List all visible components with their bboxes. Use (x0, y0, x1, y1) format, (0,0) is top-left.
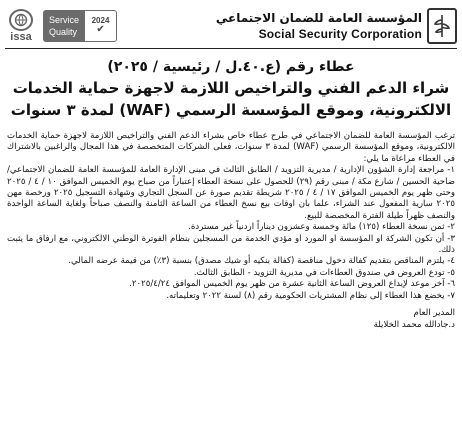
brand (216, 8, 457, 44)
titles (5, 57, 457, 121)
header (5, 3, 457, 49)
service-quality-badge (43, 10, 117, 42)
org-name-ar: المؤسسة العامة للضمان الاجتماعي (215, 10, 422, 25)
globe-icon (9, 9, 33, 31)
list-item: ٢- ثمن نسخة العطاء (١٢٥) مائة وخمسة وعشرون ديناراً اردنياً غير مستردة. (188, 222, 455, 233)
list-item: ١- مراجعة إدارة الشؤون الإدارية / مديرية التزويد / الطابق الثالث في مبنى الإدارة العامة للمؤسسة العامة للضمان الاجتماعي/ ضاحية الحسين / شارع مكة / مبنى رقم (٢٩) للحصول على نسخة العطاء إعتباراً من صباح يوم الخميس الموافق ١٠ / ٤ / ٢٠٢٥ وحتى ظهر يوم الخميس الموافق ١٧ / ٤ / ٢٠٢٥ شريطة تقديم صورة عن السجل التجاري وشهادة التسجيل ٢٠٢٥ ورخصة مهن ٢٠٢٥ سارية المفعول عند الشراء، علما بان اوقات بيع نسخ العطاء من الساعة الثامنة والنصف صباحاً ولغاية الساعة الواحدة والنصف ظهراً طيلة الفترة المخصصة للبيع. (7, 165, 456, 221)
list-item: ٦- آخر موعد لإيداع العروض الساعة الثانية عشرة من ظهر يوم الخميس الموافق ٢٠٢٥/٤/٢٤. (129, 279, 455, 290)
checkmark-icon: ✔ (96, 24, 105, 35)
badge-line2: Quality (49, 26, 78, 37)
org-name-en: Social Security Corporation (258, 26, 422, 41)
list-item: ٥- تودع العروض في صندوق العطاءات في مديرية التزويد - الطابق الثالث. (193, 267, 455, 278)
badge-year: 2024 (91, 16, 110, 25)
signature-name: د.جادالله محمد الخلايلة (373, 319, 455, 330)
badges (5, 9, 117, 43)
tender-body (5, 131, 457, 302)
intro-paragraph: ترغب المؤسسة العامة للضمان الاجتماعي في طرح عطاء خاص بشراء الدعم الفني والتراخيص اللازمة لاجهزة حماية الخدمات الالكترونية، وموقع المؤسسة الرسمي (WAF) لمدة ٣ سنوات، فعلى الشركات المتخصصة في هذا المجال والراغبين بالاشتراك في العطاء مراعاة ما يلي: (7, 131, 455, 164)
list-item: ٧- يخضع هذا العطاء إلى نظام المشتريات الحكومية رقم (٨) لسنة ٢٠٢٢ وتعليماته. (166, 290, 455, 301)
badge-line1: Service (49, 14, 80, 25)
tender-title-line1: شراء الدعم الفني والتراخيص اللازمة لاجهزة حماية الخدمات (12, 79, 450, 97)
list-item: ٣- أن تكون الشركة او المؤسسة او المورد او مؤدي الخدمة من المسجلين بنظام الفوترة الوطني الالكتروني، مع ارفاق ما يثبت ذلك. (7, 233, 455, 256)
signature-title: المدير العام (413, 308, 455, 319)
signature (5, 308, 457, 331)
tender-number: عطاء رقم (ع.٤٠.ل / رئيسية / ٢٠٢٥) (107, 59, 355, 75)
tender-title-line2: الالكترونية، وموقع المؤسسة الرسمي (WAF) لمدة ٣ سنوات (10, 101, 452, 119)
issa-label: issa (10, 30, 32, 43)
issa-logo (5, 9, 37, 43)
ssc-logo-icon (427, 8, 457, 44)
list-item: ٤- يلتزم المناقص بتقديم كفالة دخول مناقصة (كفالة بنكيه أو شيك مصدق) بنسبة (٣٪) من قيمة عرضه المالي. (68, 256, 455, 267)
